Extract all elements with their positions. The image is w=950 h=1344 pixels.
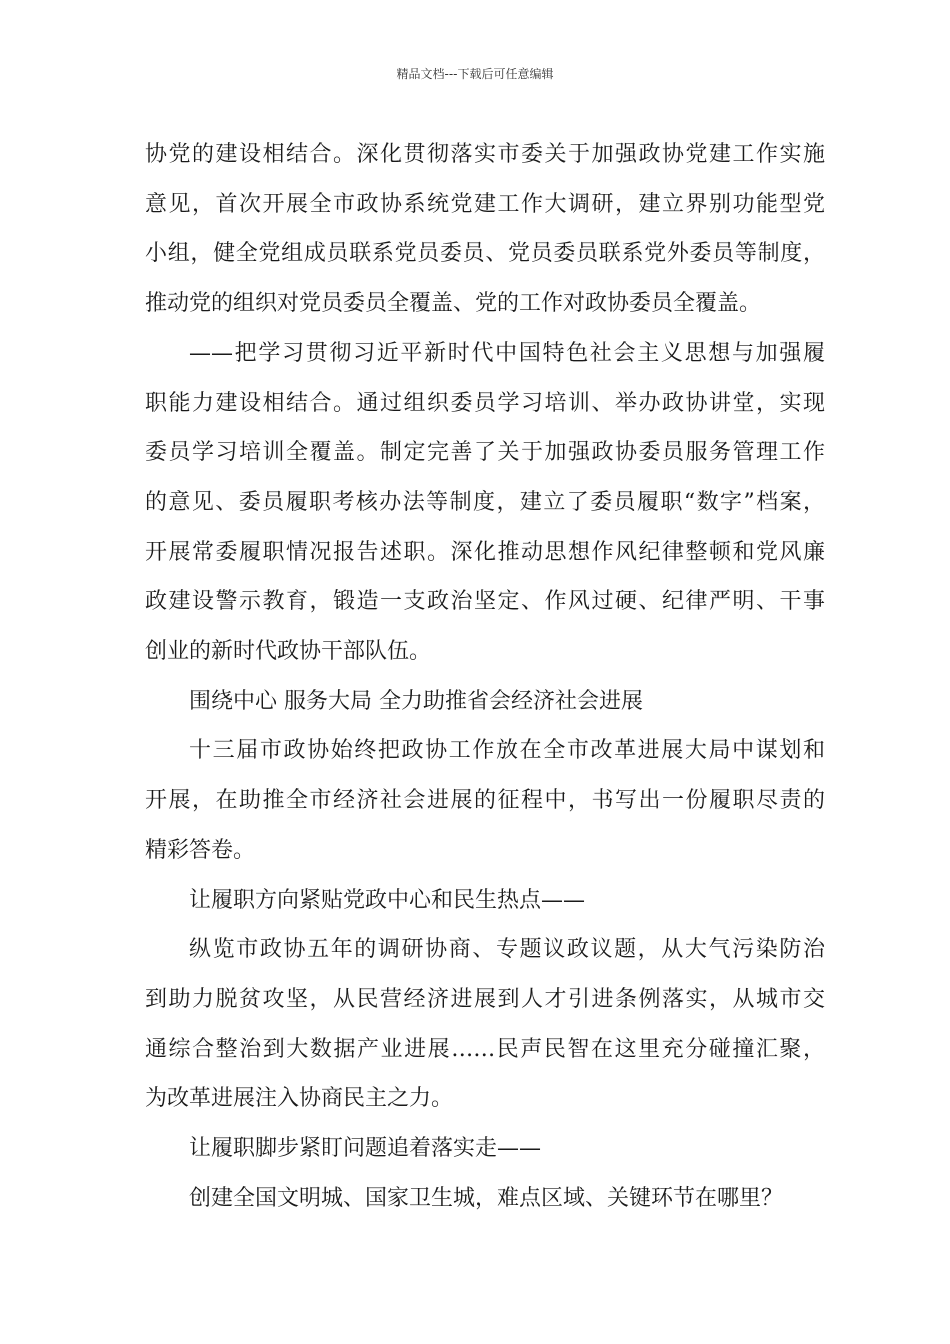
paragraph-line: 让履职方向紧贴党政中心和民生热点——	[189, 887, 586, 913]
paragraph-line: 通综合整治到大数据产业进展……民声民智在这里充分碰撞汇聚，	[145, 1036, 825, 1062]
paragraph	[145, 726, 825, 875]
paragraph-line: 政建设警示教育，锻造一支政治坚定、作风过硬、纪律严明、干事	[145, 589, 825, 615]
paragraph-line: 创建全国文明城、国家卫生城，难点区域、关键环节在哪里？	[189, 1185, 784, 1211]
paragraph-line: 创业的新时代政协干部队伍。	[145, 639, 432, 665]
paragraph-line: 推动党的组织对党员委员全覆盖、党的工作对政协委员全覆盖。	[145, 291, 762, 317]
paragraph-line: 委员学习培训全覆盖。制定完善了关于加强政协委员服务管理工作	[145, 440, 825, 466]
paragraph-line: ——把学习贯彻习近平新时代中国特色社会主义思想与加强履	[189, 340, 825, 366]
paragraph-line: 精彩答卷。	[145, 837, 256, 863]
document-body	[145, 130, 825, 1223]
paragraph	[145, 925, 825, 1124]
paragraph	[145, 1174, 825, 1224]
paragraph	[145, 329, 825, 677]
paragraph-line: 开展，在助推全市经济社会进展的征程中，书写出一份履职尽责的	[145, 788, 825, 814]
paragraph-line: 协党的建设相结合。深化贯彻落实市委关于加强政协党建工作实施	[145, 142, 825, 167]
paragraph	[145, 1124, 825, 1174]
paragraph-line: 意见，首次开展全市政协系统党建工作大调研，建立界别功能型党	[145, 191, 825, 217]
paragraph-line: 围绕中心 服务大局 全力助推省会经济社会进展	[189, 688, 643, 714]
paragraph-line: 让履职脚步紧盯问题追着落实走——	[189, 1136, 542, 1162]
paragraph-line: 十三届市政协始终把政协工作放在全市改革进展大局中谋划和	[189, 738, 825, 764]
paragraph-line: 开展常委履职情况报告述职。深化推动思想作风纪律整顿和党风廉	[145, 539, 825, 565]
paragraph	[145, 130, 825, 329]
paragraph-line: 纵览市政协五年的调研协商、专题议政议题，从大气污染防治	[189, 937, 825, 963]
paragraph-line: 小组，健全党组成员联系党员委员、党员委员联系党外委员等制度，	[145, 241, 825, 267]
paragraph-line: 的意见、委员履职考核办法等制度，建立了委员履职“数字”档案，	[145, 489, 825, 515]
paragraph-line: 为改革进展注入协商民主之力。	[145, 1086, 454, 1112]
paragraph	[145, 677, 825, 727]
paragraph-line: 到助力脱贫攻坚，从民营经济进展到人才引进条例落实，从城市交	[145, 986, 825, 1012]
page-header: 精品文档---下载后可任意编辑	[396, 67, 554, 81]
paragraph-line: 职能力建设相结合。通过组织委员学习培训、举办政协讲堂，实现	[145, 390, 825, 416]
paragraph	[145, 876, 825, 926]
